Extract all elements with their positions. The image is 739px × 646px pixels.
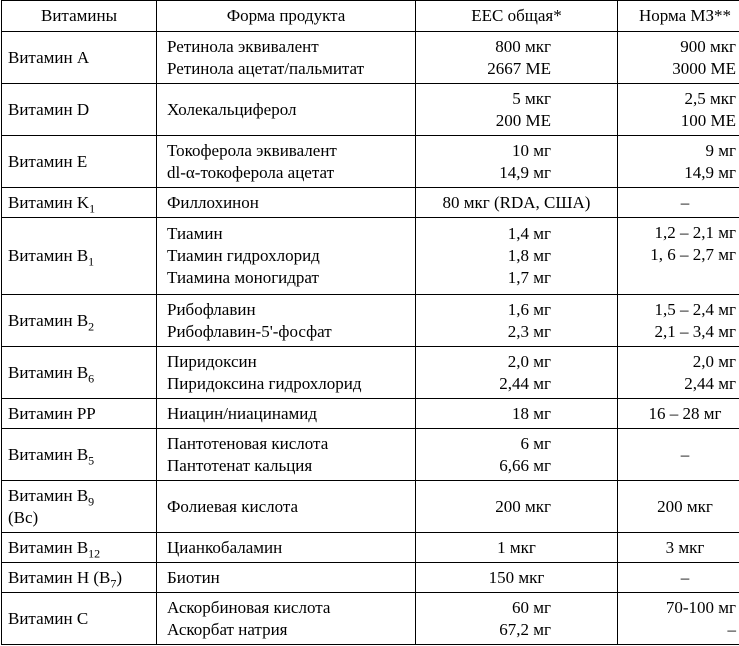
- eec-value: 1,4 мг: [507, 224, 551, 243]
- product-form: Тиамин: [167, 224, 223, 243]
- vitamin-name-cell: [2, 295, 157, 347]
- product-form: Аскорбат натрия: [167, 619, 288, 639]
- vitamin-name: Витамин B: [8, 362, 89, 382]
- header-product-form: Форма продукта: [157, 1, 416, 32]
- vitamin-name-cell: [2, 84, 157, 136]
- mz-norm-value: 900 мкг: [680, 36, 736, 56]
- product-form: Биотин: [167, 567, 220, 587]
- product-form: Пиридоксина гидрохлорид: [167, 373, 362, 393]
- mz-norm-value: 200 мкг: [657, 496, 713, 516]
- eec-value-cell: [416, 563, 618, 593]
- mz-norm-value: 1, 6 – 2,7 мг: [650, 245, 736, 264]
- eec-value: 5 мкг: [512, 88, 551, 108]
- vitamin-name-cell: [2, 481, 157, 533]
- product-form: dl-α-токоферола ацетат: [167, 162, 335, 182]
- vitamin-name-cell: [2, 32, 157, 84]
- vitamin-name-suffix: (Bc): [8, 507, 39, 527]
- vitamin-subscript: 6: [88, 370, 95, 385]
- eec-value-cell: [416, 347, 618, 399]
- eec-value-cell: [416, 593, 618, 645]
- table-row: [2, 533, 739, 563]
- mz-norm-value: –: [727, 619, 736, 639]
- vitamin-name: Витамин H (B: [8, 567, 111, 587]
- product-form-cell: [157, 429, 416, 481]
- product-form-cell: [157, 84, 416, 136]
- eec-value: 1 мкг: [497, 537, 536, 557]
- vitamin-name: Витамин K: [8, 192, 90, 212]
- eec-value: 18 мг: [512, 403, 551, 423]
- vitamin-name-cell: [2, 399, 157, 429]
- product-form: Токоферола эквивалент: [167, 140, 337, 160]
- mz-norm-value: 1,5 – 2,4 мг: [654, 299, 736, 319]
- table-row: [2, 136, 739, 188]
- product-form-cell: [157, 481, 416, 533]
- product-form: Тиамина моногидрат: [167, 268, 319, 287]
- vitamin-name: Витамин B: [8, 537, 89, 557]
- mz-norm-value: 3 мкг: [665, 537, 705, 557]
- eec-value: 2667 МЕ: [487, 58, 551, 78]
- product-form: Ретинола ацетат/пальмитат: [167, 58, 365, 78]
- eec-value: 14,9 мг: [499, 162, 551, 182]
- mz-norm-cell: [618, 481, 739, 533]
- vitamin-name-cell: [2, 188, 157, 218]
- product-form: Ретинола эквивалент: [167, 36, 319, 56]
- vitamin-name: Витамин A: [8, 47, 90, 67]
- table-body: [2, 32, 739, 645]
- mz-norm-cell: [618, 347, 739, 399]
- product-form: Тиамин гидрохлорид: [167, 246, 320, 265]
- table-row: [2, 429, 739, 481]
- product-form: Филлохинон: [167, 192, 259, 212]
- eec-value: 150 мкг: [488, 567, 545, 587]
- product-form: Цианкобаламин: [167, 537, 283, 557]
- eec-value: 2,44 мг: [499, 373, 551, 393]
- eec-value: 1,8 мг: [507, 246, 551, 265]
- mz-norm-cell: [618, 188, 739, 218]
- table-row: [2, 188, 739, 218]
- vitamin-name-cell: [2, 429, 157, 481]
- product-form: Рибофлавин: [167, 299, 256, 319]
- mz-norm-value: 1,2 – 2,1 мг: [654, 223, 736, 242]
- mz-norm-value: 2,1 – 3,4 мг: [654, 321, 736, 341]
- eec-value: 2,3 мг: [507, 321, 551, 341]
- vitamin-subscript: 2: [88, 318, 95, 333]
- table-row: [2, 295, 739, 347]
- eec-value: 2,0 мг: [507, 351, 551, 371]
- header-mz-norm: Норма МЗ**: [618, 1, 739, 32]
- product-form-cell: [157, 399, 416, 429]
- vitamin-name-cell: [2, 593, 157, 645]
- mz-norm-value: 2,5 мкг: [684, 88, 736, 108]
- eec-value-cell: [416, 136, 618, 188]
- vitamin-subscript: 7: [110, 575, 117, 590]
- product-form-cell: [157, 347, 416, 399]
- header-eec-total: ЕЕС общая*: [416, 1, 618, 32]
- vitamin-name-cell: [2, 347, 157, 399]
- header-vitamins: Витамины: [2, 1, 157, 32]
- mz-norm-value: 2,0 мг: [692, 351, 736, 371]
- vitamin-subscript: 12: [88, 545, 101, 560]
- mz-norm-value: 16 – 28 мг: [648, 403, 722, 423]
- eec-value: 6,66 мг: [499, 455, 551, 475]
- vitamin-name: Витамин C: [8, 608, 89, 628]
- mz-norm-value: 100 МЕ: [680, 110, 736, 130]
- eec-value: 200 мкг: [495, 496, 551, 516]
- mz-norm-cell: [618, 84, 739, 136]
- mz-norm-value: –: [680, 567, 690, 587]
- mz-norm-value: 70-100 мг: [665, 597, 736, 617]
- eec-value: 67,2 мг: [499, 619, 551, 639]
- product-form-cell: [157, 533, 416, 563]
- eec-value-cell: [416, 84, 618, 136]
- product-form-cell: [157, 32, 416, 84]
- vitamin-name-cell: [2, 563, 157, 593]
- table-row: [2, 218, 739, 295]
- mz-norm-cell: [618, 399, 739, 429]
- vitamin-name-cell: [2, 218, 157, 295]
- mz-norm-cell: [618, 593, 739, 645]
- product-form-cell: [157, 593, 416, 645]
- header-row: [2, 1, 739, 32]
- eec-value: 80 мкг (RDA, США): [442, 192, 591, 212]
- product-form: Фолиевая кислота: [167, 496, 299, 516]
- table-row: [2, 481, 739, 533]
- mz-norm-cell: [618, 32, 739, 84]
- product-form-cell: [157, 218, 416, 295]
- vitamin-subscript: 9: [88, 493, 95, 508]
- vitamin-name-cell: [2, 136, 157, 188]
- product-form: Пантотенат кальция: [167, 455, 313, 475]
- vitamin-subscript: 1: [89, 200, 96, 215]
- product-form: Ниацин/ниацинамид: [167, 403, 318, 423]
- table-row: [2, 593, 739, 645]
- eec-value: 1,6 мг: [507, 299, 551, 319]
- table-row: [2, 347, 739, 399]
- eec-value-cell: [416, 533, 618, 563]
- vitamins-table: [1, 0, 739, 645]
- mz-norm-cell: [618, 563, 739, 593]
- product-form-cell: [157, 188, 416, 218]
- vitamin-name: Витамин B: [8, 444, 89, 464]
- vitamin-name: Витамин B: [8, 246, 89, 265]
- eec-value-cell: [416, 295, 618, 347]
- product-form-cell: [157, 563, 416, 593]
- eec-value: 10 мг: [512, 140, 551, 160]
- eec-value-cell: [416, 188, 618, 218]
- eec-value: 800 мкг: [495, 36, 551, 56]
- eec-value-cell: [416, 399, 618, 429]
- table-row: [2, 563, 739, 593]
- vitamin-subscript: 1: [88, 254, 95, 269]
- vitamin-name: Витамин B: [8, 485, 89, 505]
- vitamin-name-cell: [2, 533, 157, 563]
- eec-value: 6 мг: [520, 433, 551, 453]
- vitamin-name: Витамин D: [8, 99, 90, 119]
- eec-value: 1,7 мг: [507, 268, 551, 287]
- vitamin-subscript: 5: [88, 452, 95, 467]
- mz-norm-cell: [618, 218, 739, 295]
- product-form: Аскорбиновая кислота: [167, 597, 331, 617]
- product-form: Рибофлавин-5'-фосфат: [167, 321, 332, 341]
- eec-value-cell: [416, 218, 618, 295]
- product-form: Холекальциферол: [167, 99, 297, 119]
- eec-value: 60 мг: [512, 597, 551, 617]
- vitamin-name: Витамин PP: [8, 403, 96, 423]
- vitamin-name: Витамин E: [8, 151, 88, 171]
- mz-norm-value: 2,44 мг: [684, 373, 736, 393]
- eec-value-cell: [416, 481, 618, 533]
- mz-norm-cell: [618, 295, 739, 347]
- mz-norm-cell: [618, 136, 739, 188]
- table-row: [2, 84, 739, 136]
- vitamin-name-suffix: ): [116, 567, 123, 587]
- eec-value-cell: [416, 32, 618, 84]
- vitamin-name: Витамин B: [8, 310, 89, 330]
- mz-norm-value: 14,9 мг: [684, 162, 736, 182]
- mz-norm-cell: [618, 533, 739, 563]
- eec-value-cell: [416, 429, 618, 481]
- product-form: Пантотеновая кислота: [167, 433, 329, 453]
- table-row: [2, 32, 739, 84]
- product-form-cell: [157, 295, 416, 347]
- table-row: [2, 399, 739, 429]
- eec-value: 200 МЕ: [495, 110, 551, 130]
- mz-norm-cell: [618, 429, 739, 481]
- mz-norm-value: 3000 МЕ: [672, 58, 736, 78]
- mz-norm-value: –: [680, 192, 690, 212]
- mz-norm-value: –: [680, 444, 690, 464]
- product-form-cell: [157, 136, 416, 188]
- product-form: Пиридоксин: [167, 351, 257, 371]
- mz-norm-value: 9 мг: [705, 140, 736, 160]
